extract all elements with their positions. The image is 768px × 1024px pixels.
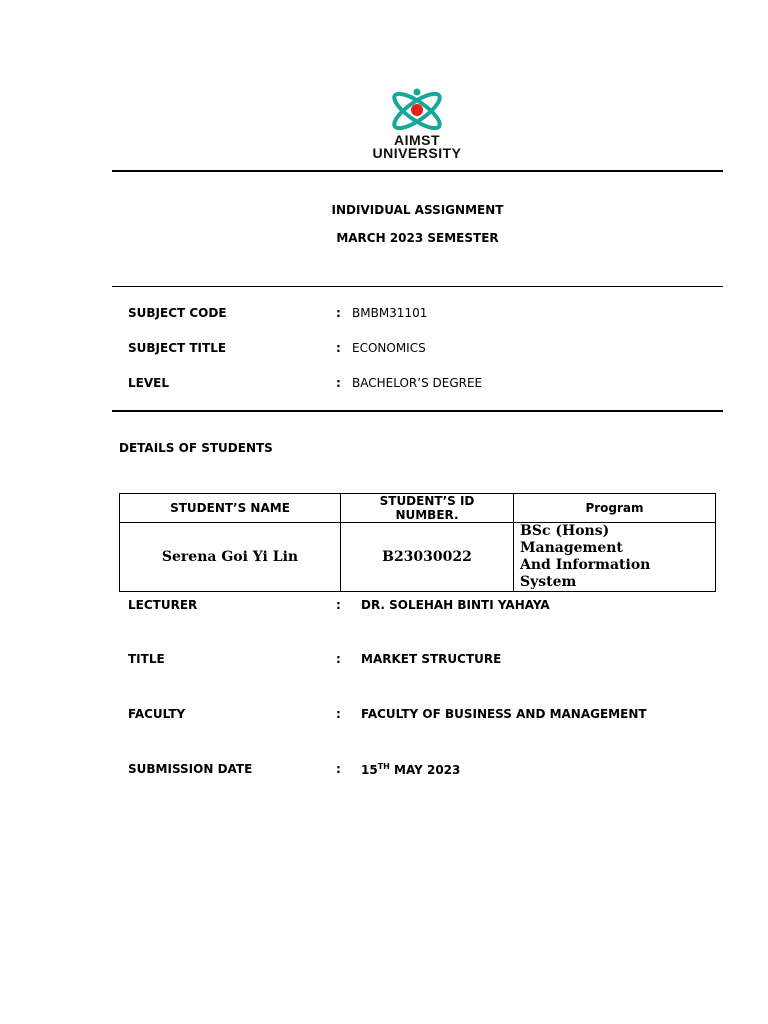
logo-text-university: UNIVERSITY xyxy=(372,145,462,161)
program-line-2: And Information System xyxy=(520,557,651,590)
semester-heading: MARCH 2023 SEMESTER xyxy=(336,231,499,245)
faculty-colon: : xyxy=(336,707,341,721)
subject-title-value: ECONOMICS xyxy=(352,341,426,355)
submission-date-label: SUBMISSION DATE xyxy=(128,762,253,776)
faculty-value: FACULTY OF BUSINESS AND MANAGEMENT xyxy=(361,707,647,721)
table-row xyxy=(120,523,716,592)
subject-title-label: SUBJECT TITLE xyxy=(128,341,227,355)
rule-3 xyxy=(112,410,723,412)
submission-day: 15 xyxy=(361,763,378,777)
assignment-heading: INDIVIDUAL ASSIGNMENT xyxy=(331,203,504,217)
level-value: BACHELOR’S DEGREE xyxy=(352,376,483,390)
title-colon: : xyxy=(336,652,341,666)
title-value: MARKET STRUCTURE xyxy=(361,652,502,666)
subject-title-colon: : xyxy=(336,341,341,355)
table-header-row xyxy=(120,494,716,523)
level-colon: : xyxy=(336,376,341,390)
submission-date-value xyxy=(361,762,460,777)
atom-icon xyxy=(387,86,447,136)
rule-2 xyxy=(112,286,723,287)
subject-code-label: SUBJECT CODE xyxy=(128,306,227,320)
subject-code-value: BMBM31101 xyxy=(352,306,428,320)
submission-date-colon: : xyxy=(336,762,341,776)
program-cell xyxy=(514,523,716,592)
students-table xyxy=(119,493,716,592)
submission-month-year: MAY 2023 xyxy=(389,763,461,777)
lecturer-label: LECTURER xyxy=(128,598,198,612)
lecturer-colon: : xyxy=(336,598,341,612)
subject-code-colon: : xyxy=(336,306,341,320)
lecturer-value: DR. SOLEHAH BINTI YAHAYA xyxy=(361,598,550,612)
title-label: TITLE xyxy=(128,652,165,666)
header-student-id: STUDENT’S ID NUMBER. xyxy=(341,494,514,523)
submission-day-suffix: TH xyxy=(377,762,390,771)
details-heading: DETAILS OF STUDENTS xyxy=(119,441,273,455)
university-logo xyxy=(360,84,474,162)
level-label: LEVEL xyxy=(128,376,169,390)
program-line-1: BSc (Hons) Management xyxy=(520,523,623,556)
logo-text-aimst: AIMST xyxy=(393,132,441,148)
student-id-cell: B23030022 xyxy=(341,523,514,592)
header-program: Program xyxy=(514,494,716,523)
header-student-name: STUDENT’S NAME xyxy=(120,494,341,523)
faculty-label: FACULTY xyxy=(128,707,186,721)
student-name-cell: Serena Goi Yi Lin xyxy=(120,523,341,592)
top-rule xyxy=(112,170,723,172)
